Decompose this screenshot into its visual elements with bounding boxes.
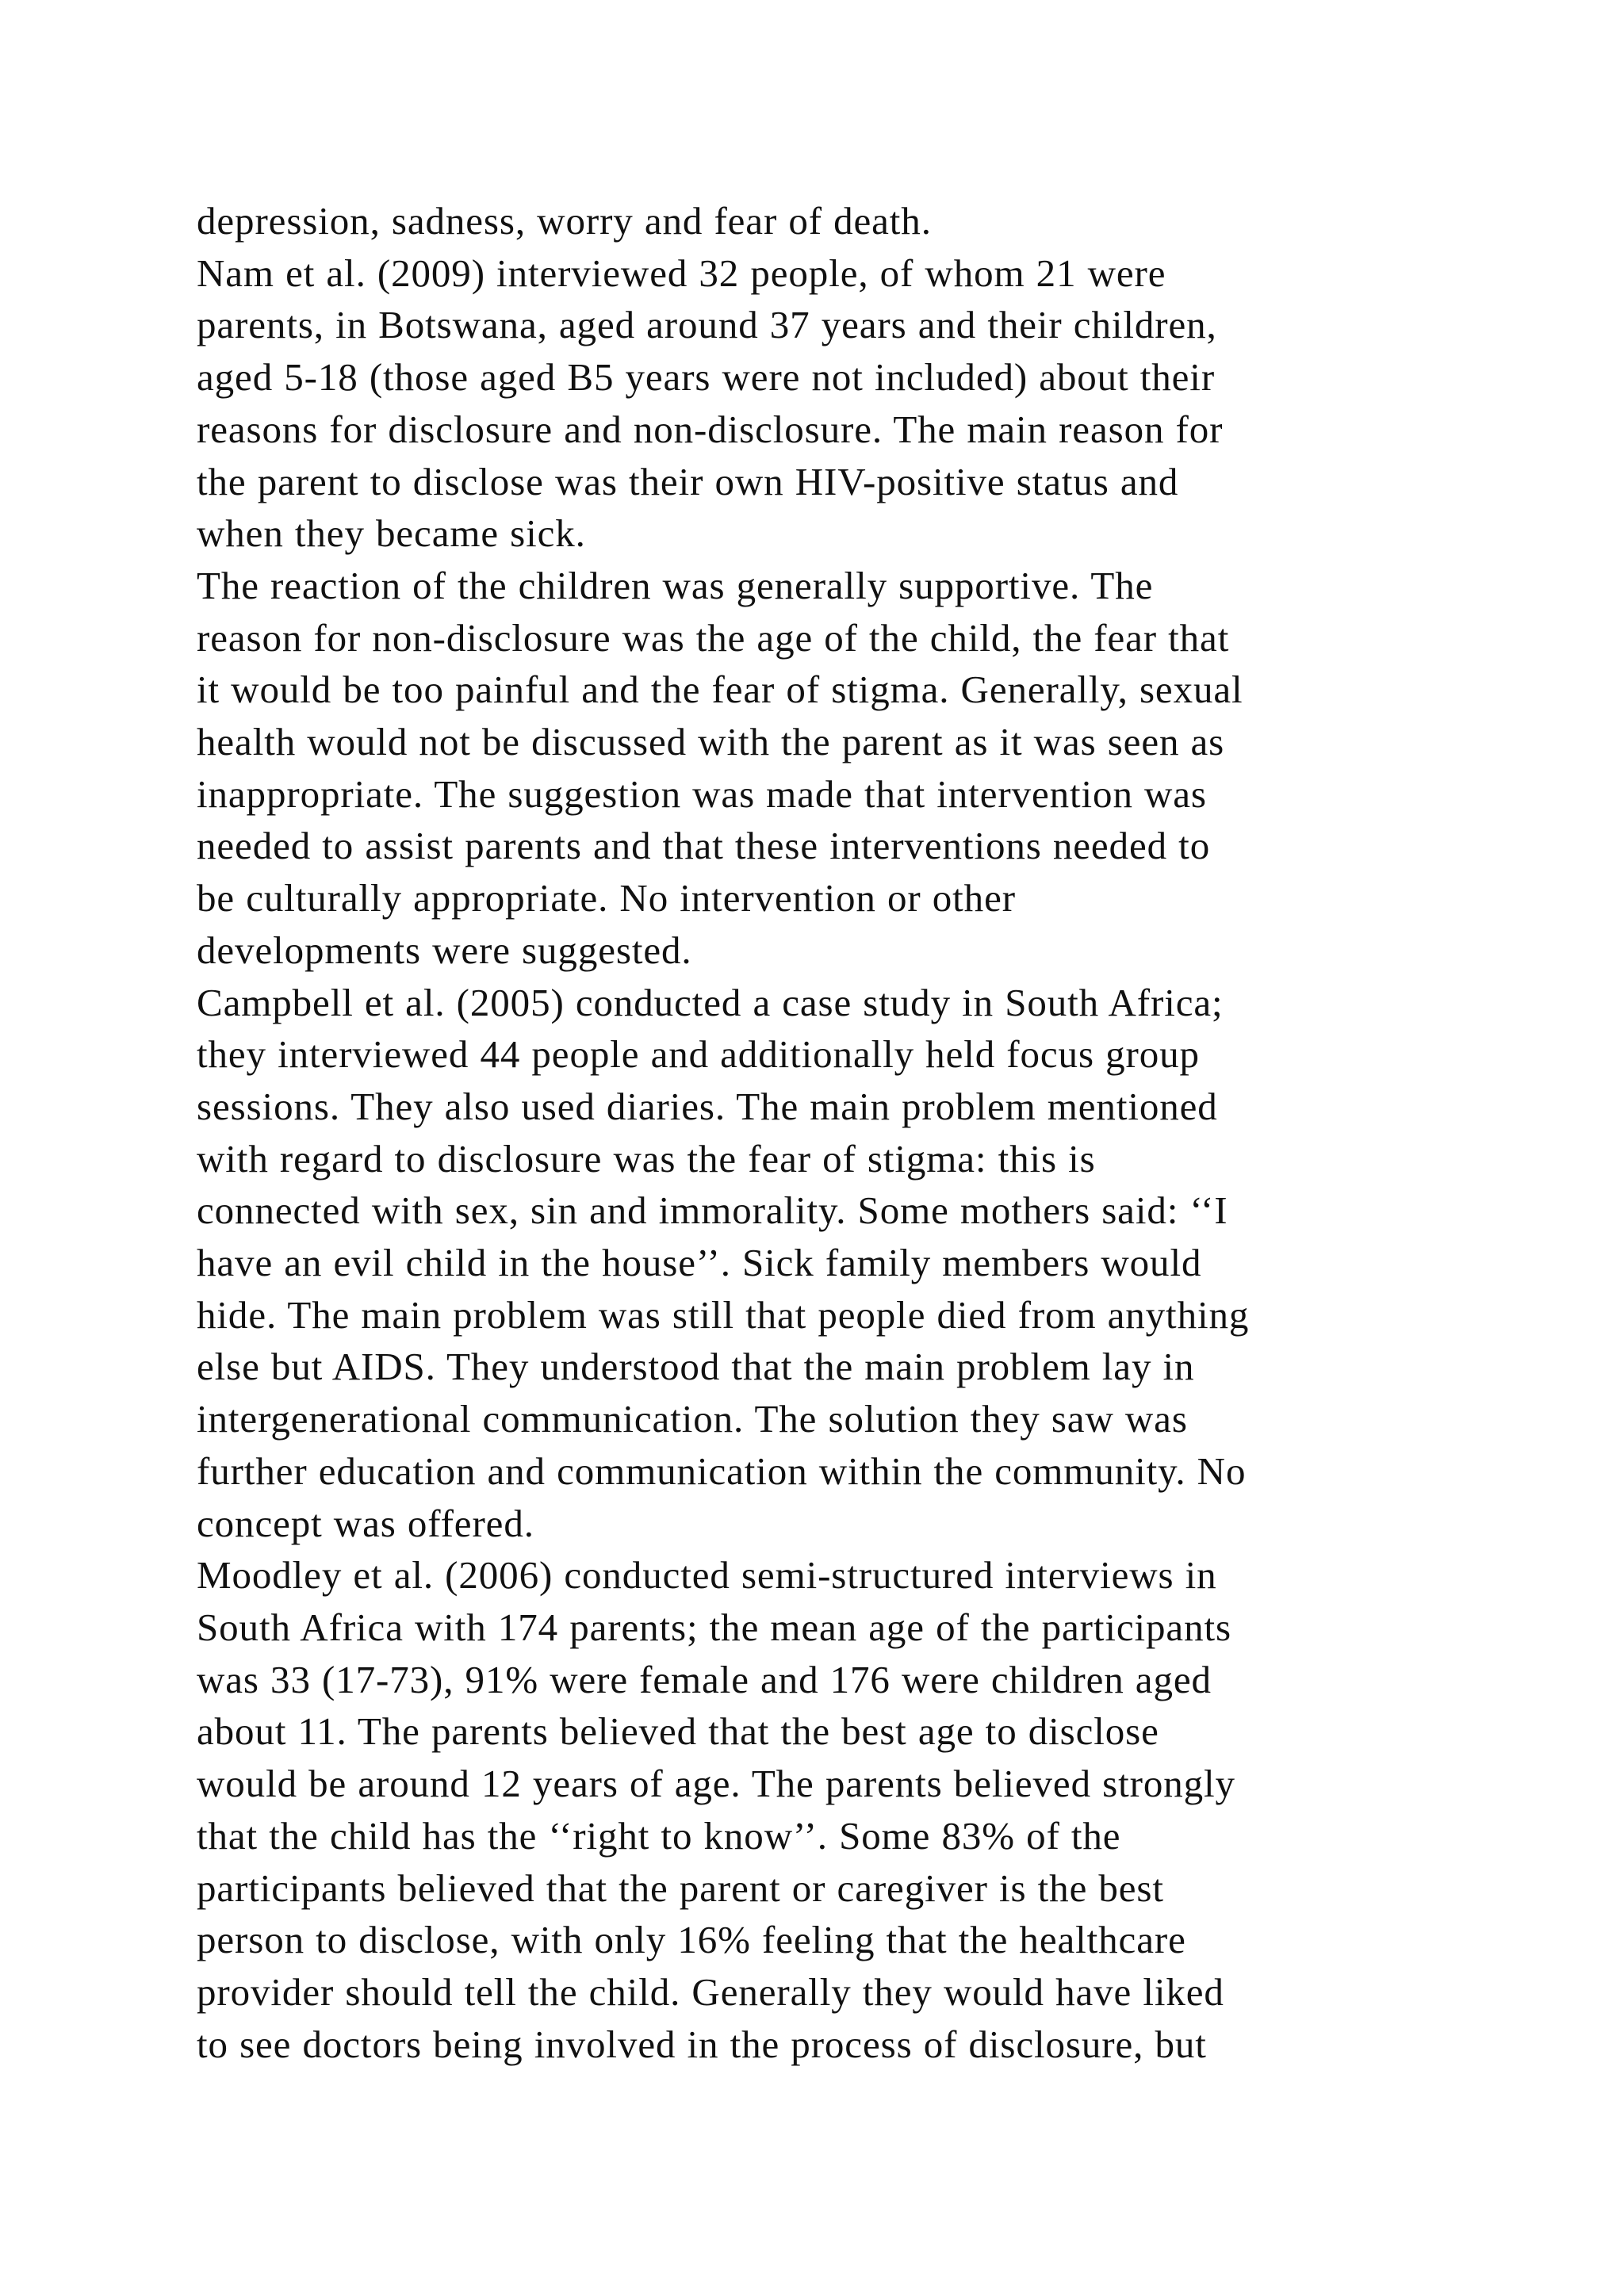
text-line: have an evil child in the house’’. Sick family members would bbox=[197, 1241, 1202, 1285]
text-line: about 11. The parents believed that the best age to disclose bbox=[197, 1709, 1159, 1754]
text-line: further education and communication within the community. No bbox=[197, 1448, 1247, 1493]
text-line: they interviewed 44 people and additionally held focus group bbox=[197, 1032, 1200, 1077]
text-line: be culturally appropriate. No intervention or other bbox=[197, 876, 1016, 920]
text-line: it would be too painful and the fear of stigma. Generally, sexual bbox=[197, 668, 1243, 712]
text-line: participants believed that the parent or caregiver is the best bbox=[197, 1866, 1164, 1910]
text-line: reasons for disclosure and non-disclosure. The main reason for bbox=[197, 407, 1224, 451]
text-line: Nam et al. (2009) interviewed 32 people, of whom 21 were bbox=[197, 251, 1166, 295]
text-line: person to disclose, with only 16% feeling that the healthcare bbox=[197, 1918, 1186, 1962]
text-line: hide. The main problem was still that people died from anything bbox=[197, 1292, 1250, 1337]
text-line: depression, sadness, worry and fear of death. bbox=[197, 199, 932, 243]
text-line: when they became sick. bbox=[197, 511, 586, 556]
text-line: connected with sex, sin and immorality. Some mothers said: ‘‘I bbox=[197, 1188, 1228, 1233]
text-line: inappropriate. The suggestion was made that intervention was bbox=[197, 771, 1207, 816]
text-line: parents, in Botswana, aged around 37 years and their children, bbox=[197, 303, 1217, 347]
text-line: provider should tell the child. Generally they would have liked bbox=[197, 1969, 1224, 2014]
text-line: else but AIDS. They understood that the main problem lay in bbox=[197, 1345, 1195, 1389]
text-line: needed to assist parents and that these interventions needed to bbox=[197, 824, 1211, 868]
text-line: The reaction of the children was generally supportive. The bbox=[197, 563, 1154, 607]
text-line: developments were suggested. bbox=[197, 928, 692, 972]
text-line: Moodley et al. (2006) conducted semi-structured interviews in bbox=[197, 1553, 1217, 1598]
text-line: to see doctors being involved in the process of disclosure, but bbox=[197, 2022, 1207, 2066]
text-line: Campbell et al. (2005) conducted a case study in South Africa; bbox=[197, 980, 1224, 1024]
document-body bbox=[197, 195, 1481, 2070]
text-line: intergenerational communication. The solution they saw was bbox=[197, 1397, 1188, 1441]
text-line: aged 5-18 (those aged B5 years were not included) about their bbox=[197, 355, 1216, 400]
text-line: was 33 (17-73), 91% were female and 176 were children aged bbox=[197, 1657, 1212, 1701]
text-line: that the child has the ‘‘right to know’’. Some 83% of the bbox=[197, 1813, 1121, 1858]
text-line: concept was offered. bbox=[197, 1501, 534, 1545]
text-line: South Africa with 174 parents; the mean age of the participants bbox=[197, 1605, 1231, 1649]
text-line: with regard to disclosure was the fear of stigma: this is bbox=[197, 1136, 1096, 1181]
text-line: the parent to disclose was their own HIV-positive status and bbox=[197, 459, 1179, 503]
text-line: sessions. They also used diaries. The main problem mentioned bbox=[197, 1084, 1218, 1128]
text-line: reason for non-disclosure was the age of the child, the fear that bbox=[197, 615, 1230, 660]
text-line: would be around 12 years of age. The parents believed strongly bbox=[197, 1762, 1235, 1806]
text-line: health would not be discussed with the parent as it was seen as bbox=[197, 720, 1225, 764]
